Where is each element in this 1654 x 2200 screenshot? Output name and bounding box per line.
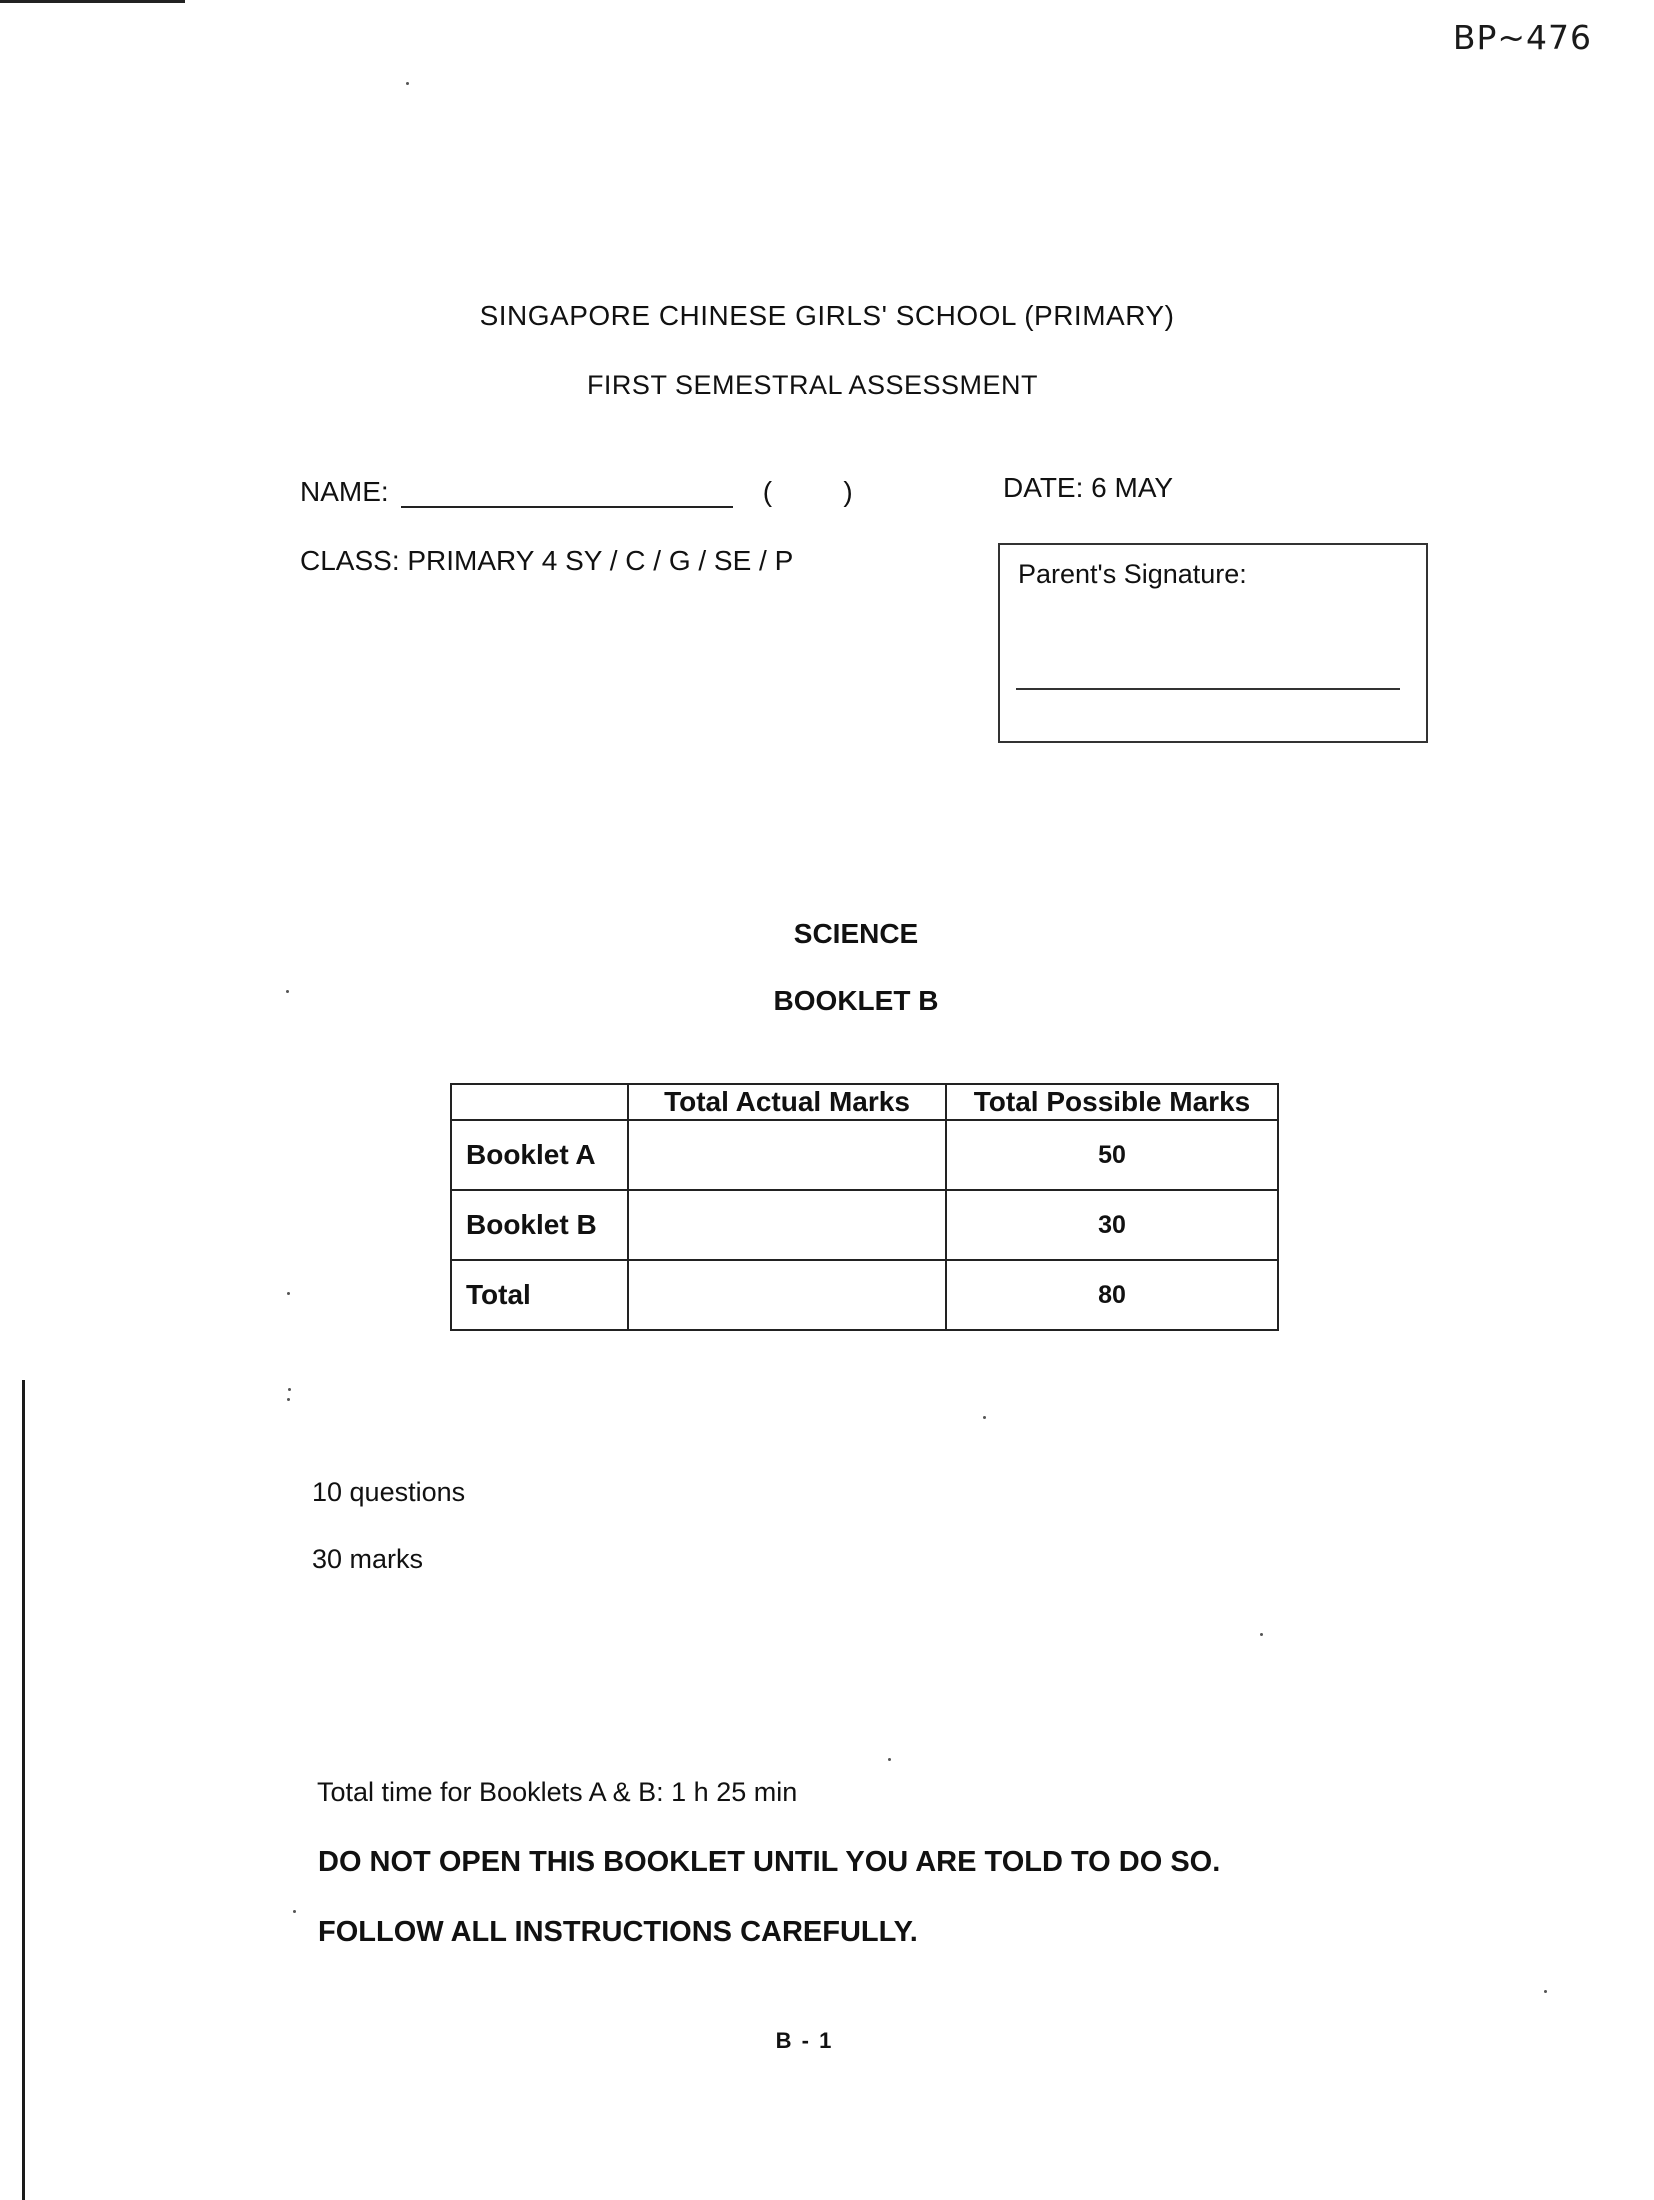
scan-speck	[406, 82, 409, 85]
scan-speck	[888, 1758, 891, 1761]
possible-marks-cell: 30	[946, 1190, 1278, 1260]
index-open-paren: (	[762, 476, 773, 507]
name-field-line[interactable]	[401, 480, 733, 508]
marks-table	[450, 1083, 1279, 1331]
scan-speck	[293, 1910, 296, 1913]
row-label: Booklet B	[451, 1190, 628, 1260]
row-label: Booklet A	[451, 1120, 628, 1190]
scan-speck	[983, 1416, 986, 1419]
signature-label: Parent's Signature:	[1018, 559, 1247, 589]
question-count: 10 questions	[312, 1477, 466, 1507]
document-code: BP~476	[1452, 18, 1592, 57]
class-label: CLASS: PRIMARY 4 SY / C / G / SE / P	[300, 545, 794, 576]
header-total-actual-marks: Total Actual Marks	[628, 1084, 946, 1120]
scan-speck	[1260, 1633, 1263, 1636]
table-row	[451, 1260, 1278, 1330]
table-row	[451, 1120, 1278, 1190]
index-number-field[interactable]	[763, 476, 853, 508]
scan-artifact-left-edge	[22, 1380, 25, 2200]
school-name: SINGAPORE CHINESE GIRLS' SCHOOL (PRIMARY)	[479, 300, 1175, 331]
date-label: DATE: 6 MAY	[1003, 472, 1174, 503]
scan-artifact-top-line	[0, 0, 185, 3]
instruction-do-not-open: DO NOT OPEN THIS BOOKLET UNTIL YOU ARE TOLD TO DO SO.	[318, 1846, 1221, 1878]
instruction-follow-carefully: FOLLOW ALL INSTRUCTIONS CAREFULLY.	[318, 1916, 918, 1948]
total-marks: 30 marks	[312, 1544, 424, 1574]
name-row	[300, 476, 853, 508]
parent-signature-box[interactable]	[998, 543, 1428, 743]
header-total-possible-marks: Total Possible Marks	[946, 1084, 1278, 1120]
actual-marks-cell[interactable]	[628, 1190, 946, 1260]
subject-title: SCIENCE	[793, 918, 919, 949]
possible-marks-cell: 80	[946, 1260, 1278, 1330]
signature-line	[1016, 688, 1400, 690]
scan-speck	[287, 1398, 290, 1401]
assessment-title: FIRST SEMESTRAL ASSESSMENT	[586, 370, 1039, 400]
row-label: Total	[451, 1260, 628, 1330]
page-number: B - 1	[775, 2028, 834, 2053]
booklet-title: BOOKLET B	[773, 985, 939, 1016]
scan-speck	[286, 990, 289, 993]
name-label: NAME:	[300, 476, 389, 507]
time-allowed: Total time for Booklets A & B: 1 h 25 min	[317, 1777, 798, 1807]
actual-marks-cell[interactable]	[628, 1120, 946, 1190]
scan-speck	[287, 1292, 290, 1295]
actual-marks-cell[interactable]	[628, 1260, 946, 1330]
index-close-paren: )	[843, 476, 853, 507]
table-row	[451, 1190, 1278, 1260]
scan-speck	[288, 1388, 291, 1391]
scan-speck	[1544, 1990, 1547, 1993]
marks-table-header-row	[451, 1084, 1278, 1120]
possible-marks-cell: 50	[946, 1120, 1278, 1190]
header-cell-empty	[451, 1084, 628, 1120]
